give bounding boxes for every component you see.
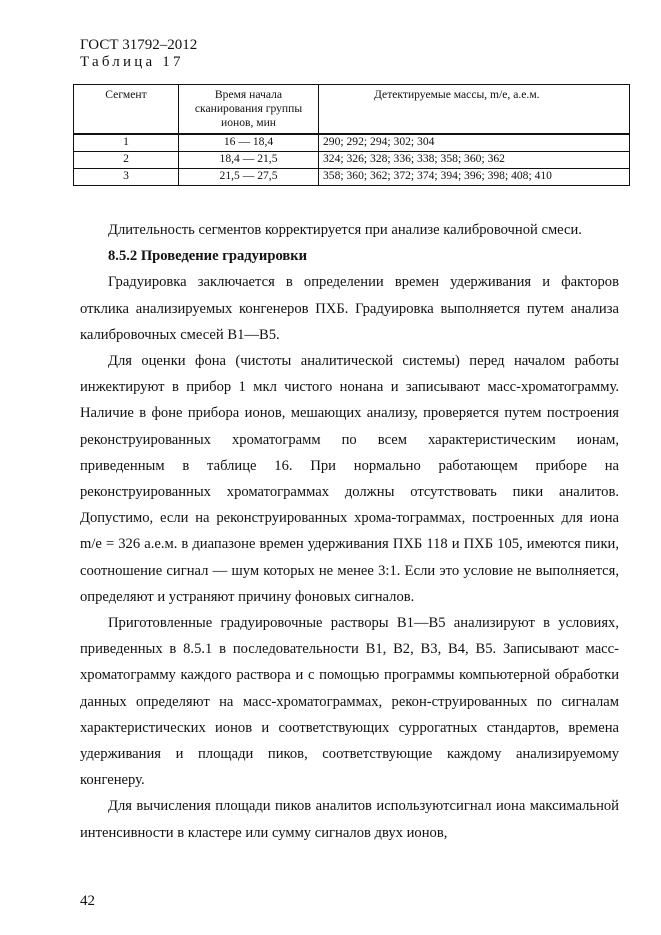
table-row [74, 134, 630, 151]
document-header [80, 37, 197, 71]
cell-masses: 358; 360; 362; 372; 374; 394; 396; 398; 408; 410 [319, 168, 630, 185]
cell-masses: 324; 326; 328; 336; 338; 358; 360; 362 [319, 151, 630, 168]
body-text [80, 217, 619, 846]
paragraph-calibration-intro: Градуировка заключается в определении времен удерживания и факторов отклика анализируемых конгенеров ПХБ. Градуировка выполняется путем анализа калибровочных смесей В1—В5. [80, 274, 619, 343]
col-header-scan-start: Время начала сканирования группы ионов, мин [179, 85, 319, 135]
cell-masses: 290; 292; 294; 302; 304 [319, 134, 630, 151]
table-header-row [74, 85, 630, 135]
paragraph-background-check: Для оценки фона (чистоты аналитической системы) перед началом работы инжектируют в прибор 1 мкл чистого нонана и записывают масс-хроматограмму. Наличие в фоне прибора ионов, мешающих анализу, проверяется путем построения реконструированных хроматограмм по всем характеристическим ионам, приведенным в таблице 16. При нормально работающем приборе на реконструированных хроматограммах должны отсутствовать пики аналитов. Допустимо, если на реконструированных хрома-тограммах, построенных для иона m/e = 326 а.е.м. в диапазоне времен удерживания ПХБ 118 и ПХБ 105, имеются пики, соотношение сигнал — шум которых не менее 3:1. Если это условие не выполняется, определяют и устраняют причину фоновых сигналов. [80, 353, 619, 605]
cell-segment: 1 [74, 134, 179, 151]
doc-id: ГОСТ 31792–2012 [80, 37, 198, 53]
cell-segment: 3 [74, 168, 179, 185]
paragraph-calibration-procedure: Приготовленные градуировочные растворы В1—В5 анализируют в условиях, приведенных в 8.5.1 в последовательности В1, В2, В3, В4, В5. Записывают масс-хроматограмму каждого раствора и с помощью программы компьютерной обработки данных определяют на масс-хроматограммах, рекон-струированных по сигналам характеристических ионов и соответствующих суррогатных стандартов, времена удерживания и площади пиков, соответствующие каждому анализируемому конгенеру. [80, 615, 619, 789]
cell-segment: 2 [74, 151, 179, 168]
paragraph-peak-area: Для вычисления площади пиков аналитов используютсигнал иона максимальной интенсивности в кластере или сумму сигналов двух ионов, [80, 798, 619, 841]
table-label: Таблица 17 [80, 54, 184, 70]
table-row [74, 151, 630, 168]
col-header-masses: Детектируемые массы, m/e, а.е.м. [319, 85, 630, 135]
page-number: 42 [80, 893, 95, 909]
table-row [74, 168, 630, 185]
segments-table [73, 84, 630, 186]
cell-scan-start: 16 — 18,4 [179, 134, 319, 151]
cell-scan-start: 18,4 — 21,5 [179, 151, 319, 168]
section-heading: 8.5.2 Проведение градуировки [108, 248, 308, 265]
paragraph-segment-duration: Длительность сегментов корректируется при анализе калибровочной смеси. [108, 222, 582, 238]
cell-scan-start: 21,5 — 27,5 [179, 168, 319, 185]
col-header-segment: Сегмент [74, 85, 179, 135]
